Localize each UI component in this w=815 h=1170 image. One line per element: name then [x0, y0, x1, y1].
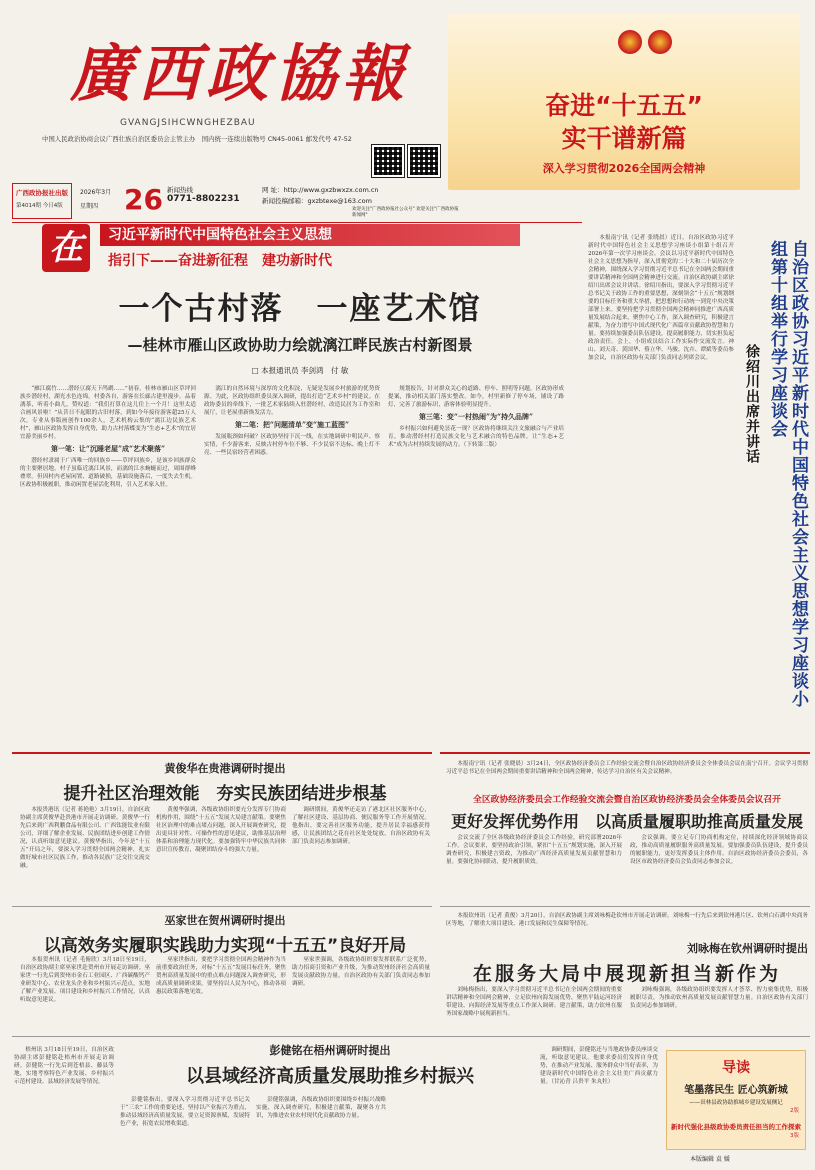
cppcc-emblem-icon: [648, 30, 672, 54]
logo-pinyin: GVANGJSIHCWNGHEZBAU: [120, 118, 256, 128]
issue-bar: [12, 183, 459, 219]
article-economic-lead: [446, 760, 808, 790]
website-info: [262, 185, 379, 207]
article-economic-col-2: [630, 834, 808, 902]
main-article-title[interactable]: 一个古村落 一座艺术馆: [118, 291, 482, 327]
issue-label: 广西政协报社出版: [16, 189, 68, 197]
paragraph: 乡村振兴如何避免昙花一现？区政协将继续关注文旅融合与产业培育，推动潜经村打造民族文化与艺术融合的特色品牌，让“生态+艺术”成为古村持续发展的动力。（下转第二版）: [388, 426, 564, 448]
paragraph: 梧州讯 3月18日至19日，自治区政协副主席彭健铭赴梧州市开展走访调研。彭健铭一行先后到苍梧县、藤县等地，实地考察特色产业发展、乡村振兴示范村建设、县域经济发展等情况。: [14, 1047, 114, 1085]
article-kicker: 巫家世在贺州调研时提出: [164, 914, 286, 927]
guide-item-1-title[interactable]: 笔墨落民生 匠心筑新城: [684, 1085, 788, 1096]
guide-box[interactable]: [666, 1050, 806, 1150]
article-title[interactable]: 提升社区治理效能 夯实民族团结进步根基: [63, 784, 387, 804]
news-hotline: [167, 185, 240, 204]
main-article-col-2: [204, 385, 380, 730]
article-guigang[interactable]: [20, 760, 430, 804]
hotline-label: 新闻热线: [167, 186, 193, 194]
section-subhead: 第二笔：把“问题清单”变“施工蓝图”: [234, 420, 350, 429]
paragraph: 会议交流了全区各级政协经济委员会工作经验，研究部署2026年工作。会议要求，要坚持政治引领，紧扣“十五五”规划实施，深入开展调查研究，积极建言资政，为推动广西经济高质量发展贡献智慧和力量。要强化协同联动，提升履职质效。: [446, 835, 622, 865]
article-title[interactable]: 更好发挥优势作用 以高质量履职助推高质量发展: [450, 812, 803, 831]
date-day: 26: [124, 183, 163, 216]
paragraph: 彭健铭强调，各级政协组织要围绕乡村振兴战略实施，深入调查研究，积极建言献策，凝聚各方共识，为推进农业农村现代化贡献政协力量。: [256, 1097, 386, 1119]
section-subhead: 第三笔：变“一村热闹”为“持久品牌”: [418, 412, 534, 421]
feature-line-1: 习近平新时代中国特色社会主义思想: [100, 224, 520, 246]
right-article-subtitle: 徐绍川出席并讲话: [744, 344, 760, 464]
banner-two-sessions[interactable]: [448, 14, 800, 190]
feature-column-header: [20, 222, 580, 276]
issue-number: 第4014期 今日4版: [16, 203, 63, 209]
paragraph: 发展瓶颈如何破？区政协坚持下沉一线，在实地调研中明民声、察实情，不少游客来，反映古村停车位不够、不少民宿不达标、晚上灯不亮、一些民宿经营者困惑。: [204, 434, 380, 456]
article-title[interactable]: 以高效务实履职实践助力实现“十五五”良好开局: [43, 936, 407, 956]
banner-subtitle: 深入学习贯彻2026全国两会精神: [542, 162, 706, 175]
article-wuzhou-col-3: [540, 1046, 658, 1162]
issue-box: [12, 183, 72, 219]
right-article-title[interactable]: 自治区政协习近平新时代中国特色社会主义思想学习座谈小组第十组举行学习座谈会: [767, 240, 808, 708]
divider: [440, 906, 810, 907]
article-kicker: 刘咏梅在钦州调研时提出: [687, 942, 808, 955]
article-kicker: 黄俊华在贵港调研时提出: [164, 762, 286, 775]
main-article-byline: □ 本报通讯员 李剑鸿 付 敏: [251, 366, 349, 375]
feature-line-2: 指引下——奋进新征程 建功新时代: [108, 253, 332, 269]
paragraph: 本报南宁讯（记者 张晓晨）3月24日，全区政协经济委员会工作经验交流会暨自治区政协经济委员会全体委员会议在南宁召开。会议学习贯彻习近平总书记在全国两会期间重要讲话精神和全国两会精神，传达学习自治区有关会议精神。: [446, 761, 808, 775]
national-emblem-icon: [618, 30, 642, 54]
main-article-subtitle: —桂林市雁山区政协助力绘就漓江畔民族古村新图景: [127, 336, 473, 354]
article-economic[interactable]: [446, 792, 808, 832]
article-title[interactable]: 以县域经济高质量发展助推乡村振兴: [186, 1066, 474, 1087]
divider: [12, 1036, 810, 1037]
divider: [12, 752, 432, 754]
article-guigang-col-2: [156, 806, 286, 902]
paragraph: 调研期间，彭健铭还与当地政协委员座谈交流，听取意见建议。他要求委员们发挥自身优势，在推动产业发展、服务群众中当好表率，为建设新时代中国特色社会主义壮美广西贡献力量。（甘沁青 吕贵平 朱丸牡）: [540, 1047, 658, 1085]
paragraph: 漓江的自然环境与深厚的文化积淀，无疑是发展乡村旅游的优势资源。为此，区政协组织委员深入调研，提出打造“艺术乡村”的建议。在政协委员的牵线下，一批艺术家陆续入驻潜经村，改造民居为工作室和展厅，让老屋重新焕发活力。: [204, 386, 380, 416]
page-editor: 本版编辑 袁 媛: [690, 1156, 730, 1163]
qr-code-icon[interactable]: [408, 145, 440, 177]
paragraph: 巫家世指出，要把学习贯彻全国两会精神作为当前重要政治任务，对标“十五五”发展目标任务，聚焦贺州高质量发展中的重点难点问题深入调查研究，形成高质量调研成果。要坚持以人民为中心，推动各项惠民政策落地见效。: [156, 957, 286, 995]
hotline-number: 0771-8802231: [167, 194, 240, 204]
paragraph: 彭健铭指出，要深入学习贯彻习近平总书记关于“三农”工作的重要论述，坚持以产业振兴为重点，推动县域经济高质量发展。要立足资源禀赋，发展特色产业，拓宽农民增收渠道。: [120, 1097, 250, 1127]
paragraph: 会议强调，要立足专门协商机构定位，持续深化经济领域协商议政，推动高质量履职服务高质量发展。要加强委员队伍建设，提升委员的履职能力，更好发挥委员主体作用。自治区政协经济委员会委员，各设区市政协经济委员会负责同志参加会议。: [630, 835, 808, 865]
paragraph: 本报贺州讯（记者 毛俯欣）3月18日至19日，自治区政协副主席巫家世赴贺州市开展走访调研。巫家世一行先后到贺州市金石工业园区、广西碳酸钙产业研发中心、农业龙头企业和乡村振兴示范点，实地了解产业发展、项目建设和乡村振兴工作情况，认真听取意见建议。: [20, 957, 150, 1003]
date-box: [80, 183, 163, 219]
paragraph: 刘咏梅强调，各级政协组织要发挥人才荟萃、智力密集优势，积极履职尽责，为推动钦州高质量发展贡献智慧力量。自治区政协有关部门负责同志参加调研。: [630, 987, 808, 1009]
article-wuzhou-col-1: [120, 1096, 250, 1162]
paragraph: “雁江腐竹……潜经豆腐天下鸬鹚……”初春，桂林市雁山区草坪回族乡潜经村，湖光水色连绵，村委各自，游客在长廊古建里漫步。品着漓茶，听着小曲儿，赞叹道：“我们打算在这儿住上一个月！这里太适合画风景啦！”从昔日不起眼的古旧村落，到如今年接待游客超25万人次，专业从事版画创作100余人，艺术机构云集的“漓江边民族艺术村”，雁山区政协发挥自身优势，助力古村落蝶变为“生态+艺术”的宜居宜游美丽乡村。: [20, 386, 196, 440]
paragraph: 本报钦州讯（记者 黄俊）3月20日，自治区政协副主席刘咏梅赴钦州市开展走访调研。刘咏梅一行先后来到钦州港片区、钦州白石湖中央商务区等地，了解重大项目建设、港口发展和民生保障等情况。: [446, 913, 808, 927]
article-hezhou-col-3: [292, 956, 430, 1030]
guide-item-1-page: 2版: [790, 1108, 799, 1114]
main-article-header[interactable]: [20, 283, 580, 376]
article-hezhou-col-2: [156, 956, 286, 1030]
article-hezhou[interactable]: [20, 912, 430, 956]
submission-email[interactable]: 新闻投稿邮箱：gxzbtexe@163.com: [262, 197, 372, 205]
banner-title-1: 奋进“十五五”: [545, 91, 703, 120]
date-year-month: 2026年3月: [80, 189, 112, 196]
guide-item-1-subtitle: ——田林县政协助推城乡建设发展侧记: [689, 1100, 783, 1106]
publisher-info: 中国人民政治协商会议广西壮族自治区委员会主管主办 国内统一连续出版物号 CN45-0061 邮发代号 47-52: [42, 135, 352, 143]
date-weekday: 星期四: [80, 203, 99, 210]
guide-title: 导读: [722, 1060, 750, 1076]
section-subhead: 第一笔：让“沉睡老屋”成“艺术聚落”: [50, 444, 166, 453]
article-economic-col-1: [446, 834, 622, 902]
paragraph: 调研期间，黄俊华还走访了港北区社区服务中心，了解社区建设、基层协商、便民服务等工作开展情况。他指出，要完善社区服务功能，提升居民幸福感获得感，让民族团结之花在社区处处绽放。自治区政协有关部门负责同志参加调研。: [292, 807, 430, 845]
article-title[interactable]: 在服务大局中展现新担当新作为: [472, 963, 781, 985]
main-article-col-1: [20, 385, 196, 730]
paragraph: 黄俊华强调，各级政协组织要充分发挥专门协商机构作用，围绕“十五五”发展大局建言献策。要聚焦社区治理中的难点堵点问题，深入开展调查研究，提出更具针对性、可操作性的意见建议，助推基层治理体系和治理能力现代化。要加强铸牢中华民族共同体意识宣传教育，凝聚团结奋斗的强大力量。: [156, 807, 286, 853]
guide-item-2-page: 3版: [790, 1133, 799, 1139]
article-kicker: 全区政协经济委员会工作经验交流会暨自治区政协经济委员会全体委员会议召开: [473, 795, 781, 805]
article-wuzhou[interactable]: [120, 1042, 540, 1088]
paragraph: 规划报告，针对群众关心的道路、停车、照明等问题，区政协形成提案，推动相关部门落实整改。如今，村里新修了停车场，铺设了路灯，完善了旅游标识，游客体验明显提升。: [388, 386, 564, 408]
qr-caption: 欢迎关注"广西政协报社公众号" 欢迎关注"广西政协报新闻网": [352, 207, 459, 218]
article-kicker: 彭健铭在梧州调研时提出: [269, 1044, 391, 1057]
right-column-article[interactable]: [588, 234, 810, 746]
article-hezhou-col-1: [20, 956, 150, 1030]
paragraph: 本报南宁讯（记者 张晓晨）近日，自治区政协习近平新时代中国特色社会主义思想学习座谈小组第十组召开2026年第一次学习座谈会。会议以习近平新时代中国特色社会主义思想为指导，深入贯彻党的二十大和二十届历次全会精神，围绕深入学习贯彻习近平总书记在全国两会期间重要讲话精神和全国两会精神进行交流。自治区政协副主席徐绍川出席会议并讲话。徐绍川指出，要深入学习贯彻习近平总书记关于政协工作的重要思想，深刻领会“十五五”规划纲要的目标任务和重大举措，把思想和行动统一到党中央决策部署上来。要坚持把学习贯彻全国两会精神同推进广西高质量发展结合起来，聚焦中心工作，深入调查研究，积极建言献策，为奋力谱写中国式现代化广西篇章贡献政协智慧和力量。要持续加强委员队伍建设，提高履职能力，切实担负起政治责任。会上，小组成员结合工作实际作交流发言。神山、刘天奇、黄国华、蔡立华、马骏、沈卉、谭斌等委员参加会议，自治区政协有关部门负责同志列席会议。: [588, 235, 734, 361]
article-wuzhou-col-0: [14, 1046, 114, 1162]
article-guigang-col-3: [292, 806, 430, 902]
banner-title-2: 实干谱新篇: [561, 124, 687, 153]
main-article-col-3: [388, 385, 564, 730]
website-url[interactable]: 网 址：http://www.gxzbwxzx.com.cn: [262, 186, 379, 194]
article-qinzhou-lead: [446, 912, 808, 938]
article-qinzhou[interactable]: [446, 940, 808, 986]
qr-code-icon[interactable]: [372, 145, 404, 177]
right-article-body: [588, 234, 734, 746]
divider: [12, 906, 432, 907]
guide-item-2-title[interactable]: 新时代强化县级政协委员责任担当的工作探索: [671, 1123, 801, 1131]
feature-zai: 在: [42, 224, 90, 272]
article-guigang-col-1: [20, 806, 150, 902]
article-qinzhou-col-2: [630, 986, 808, 1034]
paragraph: 刘咏梅指出，要深入学习贯彻习近平总书记在全国两会期间的重要讲话精神和全国两会精神，立足钦州向海发展优势，聚焦平陆运河经济带建设、向海经济发展等重点工作深入调研、建言献策，助力钦州在服务国家战略中展现新担当。: [446, 987, 622, 1017]
article-wuzhou-col-2: [256, 1096, 386, 1162]
paragraph: 巫家世强调，各级政协组织要发挥联系广泛优势，助力招商引资和产业升级，为推动贺州经济社会高质量发展贡献政协力量。自治区政协有关部门负责同志参加调研。: [292, 957, 430, 987]
paragraph: 本报贵港讯（记者 蒋艳艳）3月19日，自治区政协副主席黄俊华赴贵港市开展走访调研。黄俊华一行先后来到广西利鹏食品有限公司、广西钛能钛业有限公司，详细了解企业发展、民族团结进步创建工作情况，认真听取意见建议。黄俊华指出，今年是“十五五”开局之年，要深入学习贯彻全国两会精神，扎实做好城市社区民族工作，推动各民族广泛交往交流交融。: [20, 807, 150, 869]
article-qinzhou-col-1: [446, 986, 622, 1034]
paragraph: 潜经村隶属于广西唯一的回族乡——草坪回族乡，是该乡回族群众的主要聚居地。村子虽临近漓江风景，而漓的江水蜿蜒而过，周围群峰叠翠。但因村内老屋闲置、道路破损，基础设施落后，一度失去生机。区政协积极履职，推动闲置老屋活化利用，引入艺术家入驻。: [20, 458, 196, 488]
newspaper-logo[interactable]: 廣西政協報: [70, 37, 411, 110]
divider: [440, 752, 810, 754]
